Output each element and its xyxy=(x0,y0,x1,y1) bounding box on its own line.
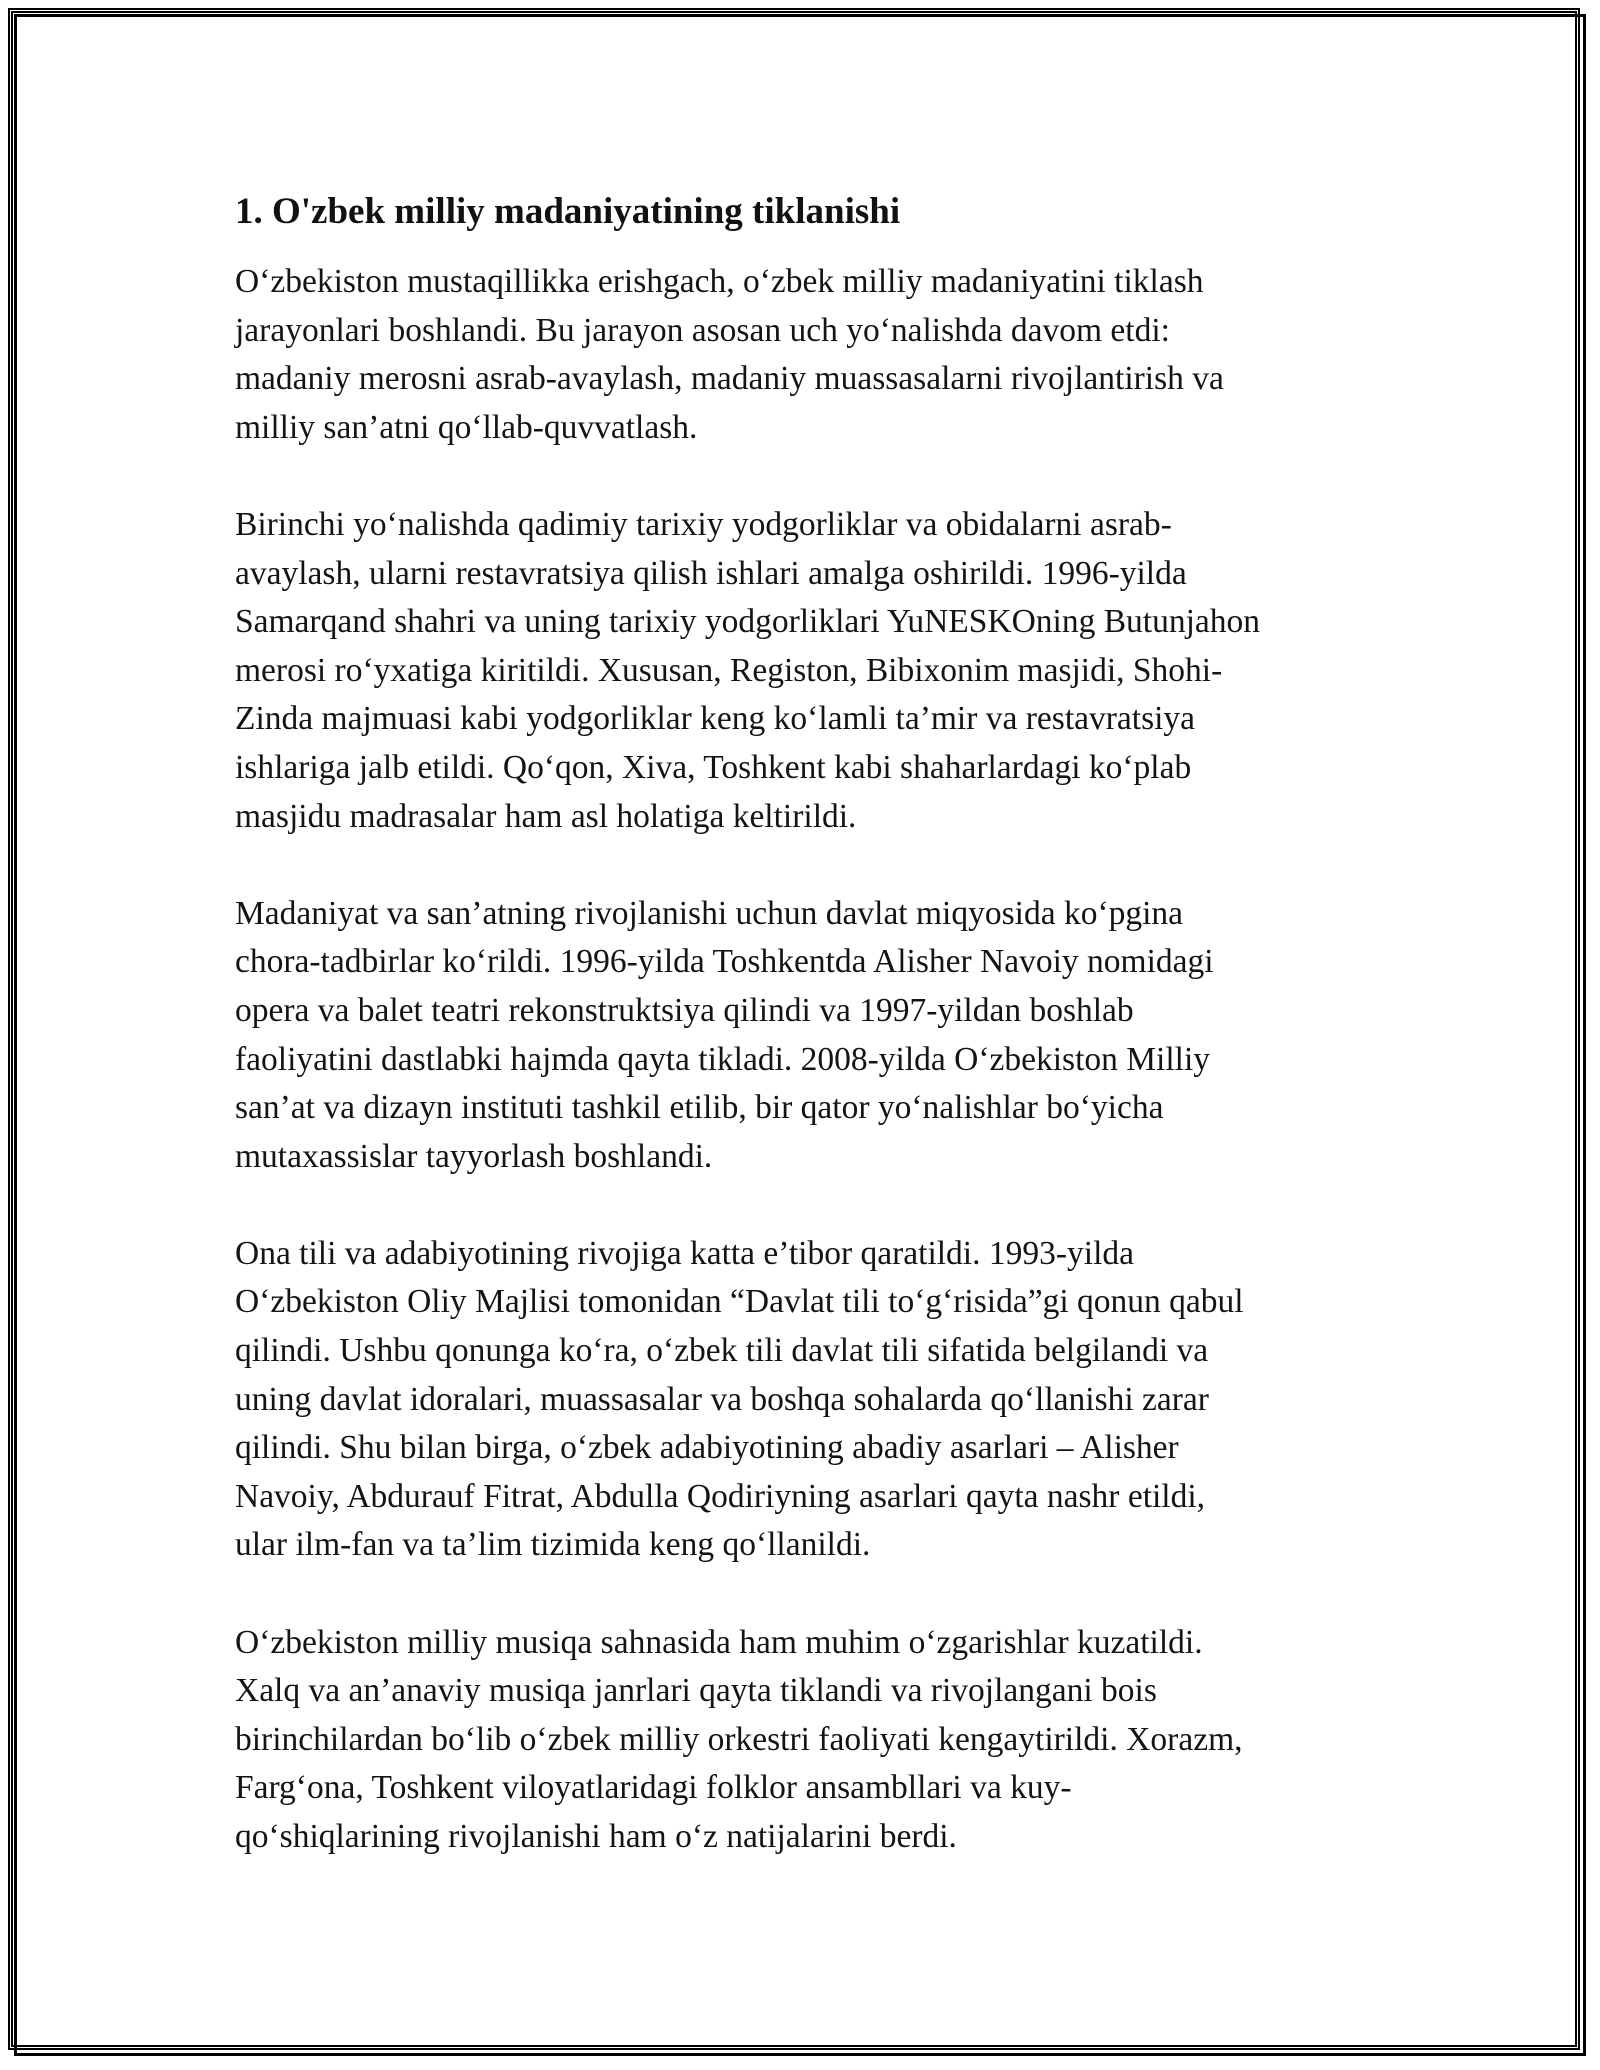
paragraph-line: merosi ro‘yxatiga kiritildi. Xususan, Registon, Bibixonim masjidi, Shohi- xyxy=(235,651,1223,689)
paragraph-line: O‘zbekiston milliy musiqa sahnasida ham muhim o‘zgarishlar kuzatildi. xyxy=(235,1623,1203,1661)
paragraph-line: Navoiy, Abdurauf Fitrat, Abdulla Qodiriyning asarlari qayta nashr etildi, xyxy=(235,1477,1206,1515)
paragraph-line: uning davlat idoralari, muassasalar va boshqa sohalarda qo‘llanishi zarar xyxy=(235,1380,1209,1418)
paragraph-line: san’at va dizayn instituti tashkil etilib, bir qator yo‘nalishlar bo‘yicha xyxy=(235,1089,1164,1127)
document-title: 1. O'zbek milliy madaniyatining tiklanishi xyxy=(235,191,901,232)
document-body xyxy=(235,186,1370,1910)
paragraph-line: faoliyatini dastlabki hajmda qayta tikladi. 2008-yilda O‘zbekiston Milliy xyxy=(235,1040,1211,1078)
paragraph-line: ishlariga jalb etildi. Qo‘qon, Xiva, Toshkent kabi shaharlardagi ko‘plab xyxy=(235,748,1192,786)
paragraph-line: qilindi. Shu bilan birga, o‘zbek adabiyotining abadiy asarlari – Alisher xyxy=(235,1429,1179,1467)
paragraph-line: Zinda majmuasi kabi yodgorliklar keng ko‘lamli ta’mir va restavratsiya xyxy=(235,700,1196,738)
paragraph-list xyxy=(235,258,1370,1862)
paragraph-line: opera va balet teatri rekonstruktsiya qilindi va 1997-yildan boshlab xyxy=(235,991,1134,1029)
paragraph-line: O‘zbekiston mustaqillikka erishgach, o‘zbek milliy madaniyatini tiklash xyxy=(235,263,1204,300)
paragraph-line: Madaniyat va san’atning rivojlanishi uchun davlat miqyosida ko‘pgina xyxy=(235,894,1184,932)
paragraph-line: Ona tili va adabiyotining rivojiga katta e’tibor qaratildi. 1993-yilda xyxy=(235,1234,1135,1272)
paragraph xyxy=(235,501,1370,841)
paragraph xyxy=(235,1230,1370,1570)
paragraph-line: ular ilm-fan va ta’lim tizimida keng qo‘llanildi. xyxy=(235,1526,871,1564)
paragraph-line: Birinchi yo‘nalishda qadimiy tarixiy yodgorliklar va obidalarni asrab- xyxy=(235,505,1172,543)
paragraph-line: avaylash, ularni restavratsiya qilish ishlari amalga oshirildi. 1996-yilda xyxy=(235,554,1187,592)
paragraph-line: qilindi. Ushbu qonunga ko‘ra, o‘zbek tili davlat tili sifatida belgilandi va xyxy=(235,1332,1209,1370)
paragraph xyxy=(235,1619,1370,1862)
paragraph-line: mutaxassislar tayyorlash boshlandi. xyxy=(235,1137,713,1175)
paragraph xyxy=(235,890,1370,1182)
paragraph-line: chora-tadbirlar ko‘rildi. 1996-yilda Toshkentda Alisher Navoiy nomidagi xyxy=(235,943,1214,981)
paragraph-line: masjidu madrasalar ham asl holatiga keltirildi. xyxy=(235,797,857,835)
paragraph-line: Xalq va an’anaviy musiqa janrlari qayta tiklandi va rivojlangani bois xyxy=(235,1672,1157,1710)
paragraph-line: qo‘shiqlarining rivojlanishi ham o‘z natijalarini berdi. xyxy=(235,1818,957,1855)
paragraph-line: madaniy merosni asrab-avaylash, madaniy muassasalarni rivojlantirish va xyxy=(235,360,1224,398)
paragraph xyxy=(235,258,1370,452)
paragraph-line: jarayonlari boshlandi. Bu jarayon asosan uch yo‘nalishda davom etdi: xyxy=(235,311,1170,349)
paragraph-line: birinchilardan bo‘lib o‘zbek milliy orkestri faoliyati kengaytirildi. Xorazm, xyxy=(235,1720,1243,1758)
paragraph-line: O‘zbekiston Oliy Majlisi tomonidan “Davlat tili to‘g‘risida”gi qonun qabul xyxy=(235,1283,1244,1321)
paragraph-line: Farg‘ona, Toshkent viloyatlaridagi folklor ansambllari va kuy- xyxy=(235,1769,1072,1807)
paragraph-line: Samarqand shahri va uning tarixiy yodgorliklari YuNESKOning Butunjahon xyxy=(235,603,1261,641)
paragraph-line: milliy san’atni qo‘llab-quvvatlash. xyxy=(235,408,698,446)
